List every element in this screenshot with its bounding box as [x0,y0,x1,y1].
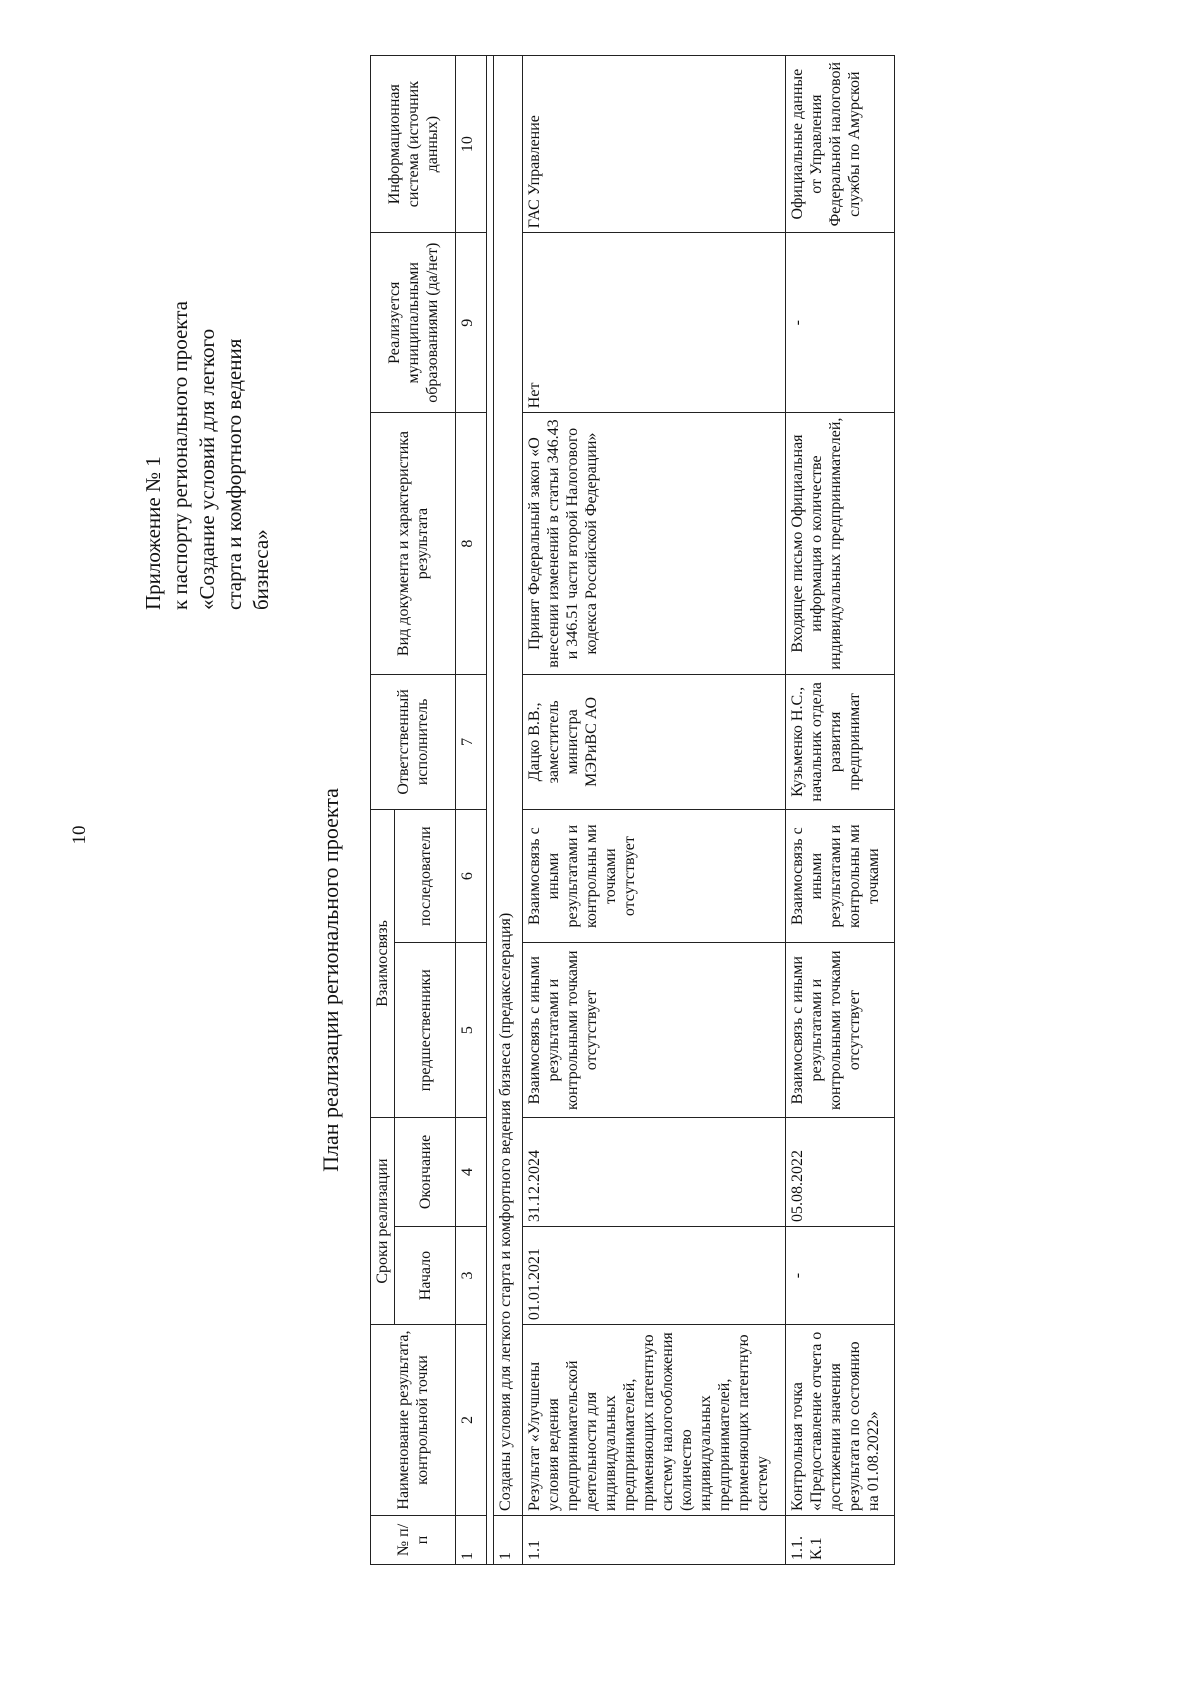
row-succ: Взаимосвязь с иными результатами и контрольны ми точками [786,809,895,943]
row-num: 1.1 [523,1515,786,1564]
header-num: № п/п [371,1515,456,1564]
header-mun: Реализуется муниципальными образованиями (да/нет) [371,233,456,413]
header-link: Взаимосвязь [371,809,395,1117]
column-number: 9 [456,233,487,413]
column-number: 7 [456,674,487,809]
row-pred: Взаимосвязь с иными результатами и контрольными точками отсутствует [523,943,786,1117]
header-pred: предшественники [395,943,456,1117]
row-pred: Взаимосвязь с иными результатами и контрольными точками отсутствует [786,943,895,1117]
row-mun: - [786,233,895,413]
row-end: 31.12.2024 [523,1117,786,1226]
row-resp: Дацко В.В., заместитель министра МЭРиВС АО [523,674,786,809]
header-terms: Сроки реализации [371,1117,395,1324]
header-doc: Вид документа и характеристика результата [371,413,456,675]
row-name: Контрольная точка «Предоставление отчета о достижении значения результата по состоянию на 01.08.2022» [786,1325,895,1516]
header-row [371,56,395,1565]
row-name: Результат «Улучшены условия ведения предпринимательской деятельности для индивидуальных предпринимателей, применяющих патентную систему налогообложения (количество индивидуальных предпринимателей, применяющих патентную систему [523,1325,786,1516]
column-number: 2 [456,1325,487,1516]
row-info: Официальные данные от Управления Федеральной налоговой службы по Амурской [786,56,895,233]
column-number: 4 [456,1117,487,1226]
column-number: 10 [456,56,487,233]
row-end: 05.08.2022 [786,1117,895,1226]
row-doc: Принят Федеральный закон «О внесении изменений в статьи 346.43 и 346.51 части второй Налогового кодекса Российской Федерации» [523,413,786,675]
header-start: Начало [395,1226,456,1324]
row-num: 1.1. К.1 [786,1515,895,1564]
appendix-line: Приложение № 1 [141,456,165,610]
row-resp: Кузьменко Н.С., начальник отдела развития предпринимат [786,674,895,809]
header-end: Окончание [395,1117,456,1226]
header-succ: последователи [395,809,456,943]
table-row [786,56,895,1565]
appendix-line: бизнеса» [249,529,273,610]
column-number-row [456,56,487,1565]
appendix-header [140,50,275,610]
appendix-line: к паспорту регионального проекта [168,301,192,610]
section-num: 1 [494,1515,523,1564]
section-title: Созданы условия для легкого старта и комфортного ведения бизнеса (предакселерация) [494,56,523,1516]
table-row [523,56,786,1565]
appendix-line: старта и комфортного ведения [222,338,246,610]
page-number: 10 [69,825,90,845]
row-succ: Взаимосвязь с иными результатами и контрольны ми точками отсутствует [523,809,786,943]
column-number: 8 [456,413,487,675]
separator-row [487,56,494,1565]
header-resp: Ответственный исполнитель [371,674,456,809]
appendix-line: «Создание условий для легкого [195,328,219,610]
column-number: 3 [456,1226,487,1324]
column-number: 5 [456,943,487,1117]
implementation-plan-table [370,55,895,1565]
row-mun: Нет [523,233,786,413]
column-number: 1 [456,1515,487,1564]
column-number: 6 [456,809,487,943]
row-start: 01.01.2021 [523,1226,786,1324]
header-name: Наименование результата, контрольной точки [371,1325,456,1516]
row-doc: Входящее письмо Официальная информация о количестве индивидуальных предпринимателей, [786,413,895,675]
plan-title: План реализации регионального проекта [318,788,343,1172]
row-info: ГАС Управление [523,56,786,233]
section-row [494,56,523,1565]
header-info: Информационная система (источник данных) [371,56,456,233]
row-start: - [786,1226,895,1324]
rotated-page-content [70,50,1110,1650]
